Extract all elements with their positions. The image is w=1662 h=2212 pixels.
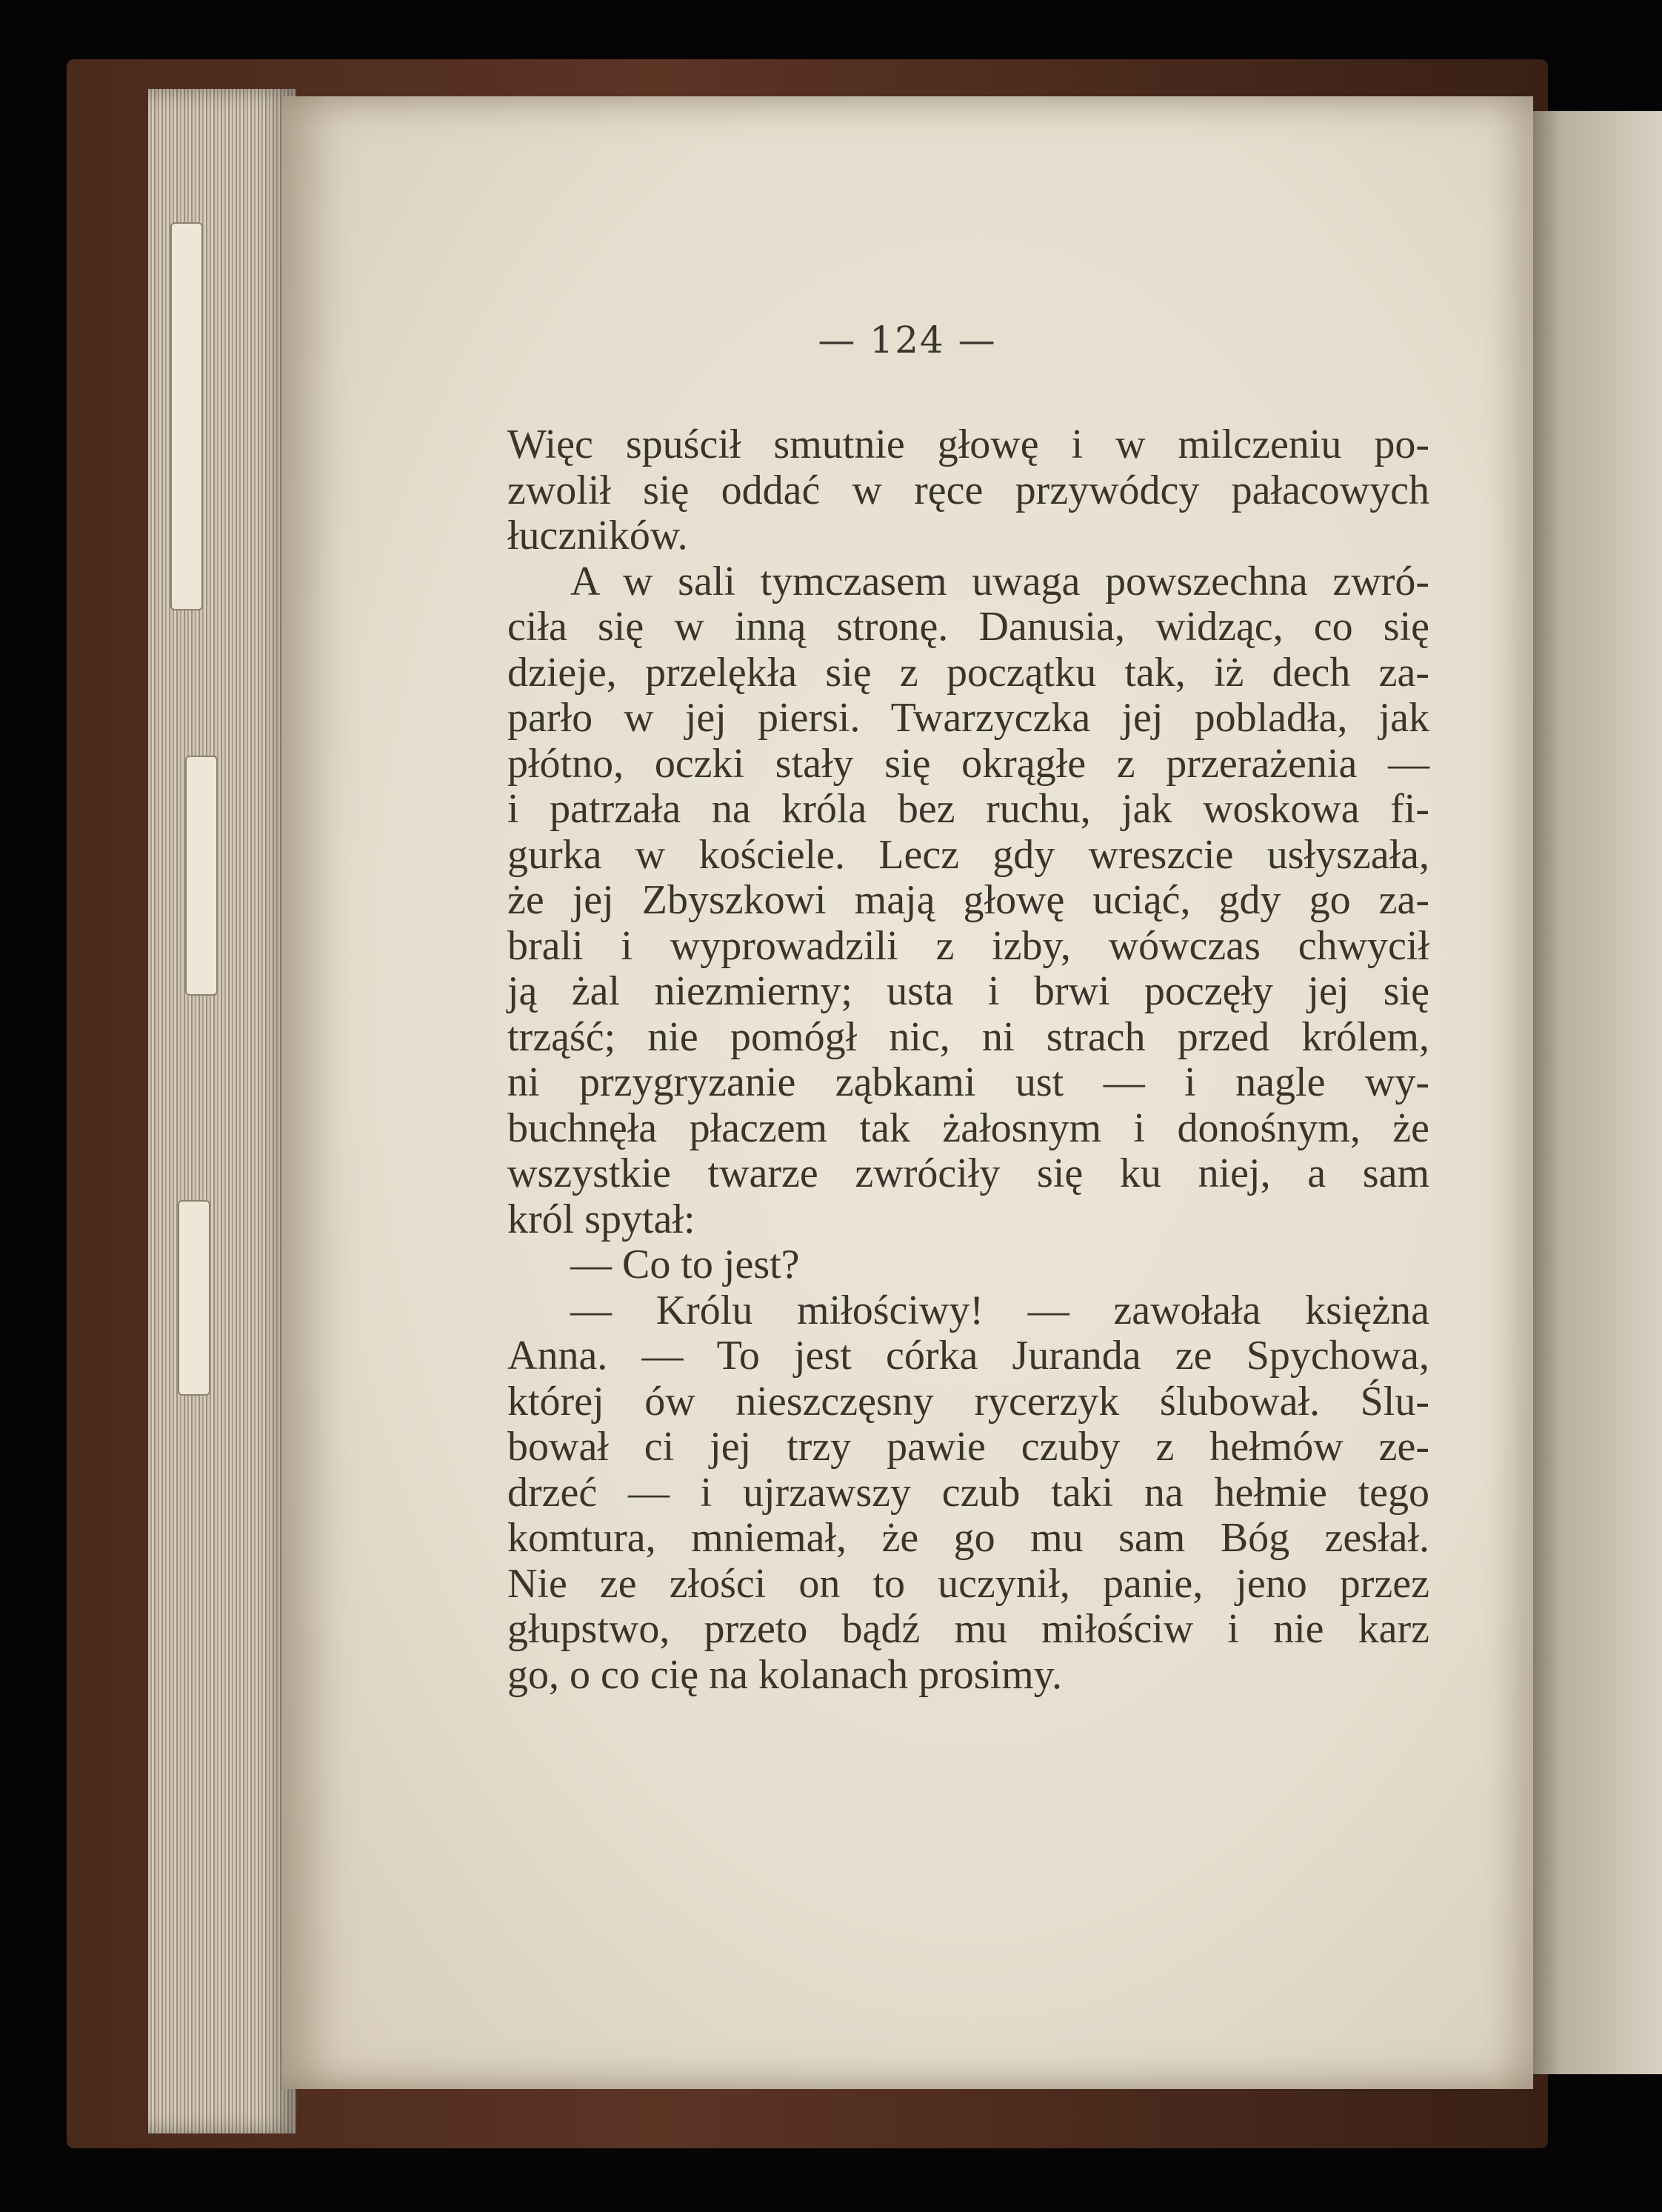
page-edges <box>148 89 296 2133</box>
text-line: brali i wyprowadzili z izby, wówczas chwycił <box>507 922 1429 969</box>
text-line: Więc spuścił smutnie głowę i w milczeniu po- <box>507 422 1429 467</box>
text-line: dzieje, przelękła się z początku tak, iż dech za- <box>507 649 1429 696</box>
text-line: drzeć — i ujrzawszy czub taki na hełmie tego <box>507 1469 1429 1516</box>
text-line: płótno, oczki stały się okrągłe z przerażenia — <box>507 740 1429 787</box>
torn-page-edge <box>170 222 203 610</box>
torn-page-edge <box>178 1200 210 1396</box>
text-line: zwolił się oddać w ręce przywódcy pałacowych <box>507 467 1429 513</box>
text-line: której ów nieszczęsny rycerzyk ślubował. Ślu- <box>507 1378 1429 1425</box>
page-text <box>507 422 1429 1698</box>
text-line: łuczników. <box>507 513 688 559</box>
text-line: komtura, mniemał, że go mu sam Bóg zesłał. <box>507 1515 1429 1561</box>
text-line: — Królu miłościwy! — zawołała księżna <box>570 1287 1429 1333</box>
text-line: parło w jej piersi. Twarzyczka jej pobladła, jak <box>507 695 1429 741</box>
text-line: Nie ze złości on to uczynił, panie, jeno przez <box>507 1560 1429 1607</box>
page-number: — 124 — <box>818 319 997 362</box>
text-line: wszystkie twarze zwróciły się ku niej, a sam <box>507 1150 1429 1196</box>
text-line: i patrzała na króla bez ruchu, jak woskowa fi- <box>507 786 1429 832</box>
text-line: gurka w kościele. Lecz gdy wreszcie usłyszała, <box>507 831 1429 878</box>
text-line: ciła się w inną stronę. Danusia, widząc, co się <box>507 604 1429 650</box>
facing-page-edge <box>1518 111 1662 2074</box>
text-line: bował ci jej trzy pawie czuby z hełmów ze- <box>507 1424 1429 1470</box>
book-page <box>281 96 1533 2089</box>
text-line: ni przygryzanie ząbkami ust — i nagle wy- <box>507 1059 1429 1105</box>
text-line: Anna. — To jest córka Juranda ze Spychowa, <box>507 1333 1429 1379</box>
text-line: buchnęła płaczem tak żałosnym i donośnym, że <box>507 1105 1429 1151</box>
text-line: A w sali tymczasem uwaga powszechna zwró- <box>570 558 1429 604</box>
text-line: trząść; nie pomógł nic, ni strach przed królem, <box>507 1013 1429 1060</box>
text-line: — Co to jest? <box>570 1242 800 1287</box>
text-line: że jej Zbyszkowi mają głowę uciąć, gdy go za- <box>507 877 1429 923</box>
text-line: go, o co cię na kolanach prosimy. <box>507 1651 1063 1698</box>
text-line: głupstwo, przeto bądź mu miłościw i nie karz <box>507 1606 1429 1652</box>
torn-page-edge <box>185 756 218 996</box>
text-line: król spytał: <box>507 1196 695 1242</box>
text-line: ją żal niezmierny; usta i brwi poczęły jej się <box>507 968 1429 1014</box>
